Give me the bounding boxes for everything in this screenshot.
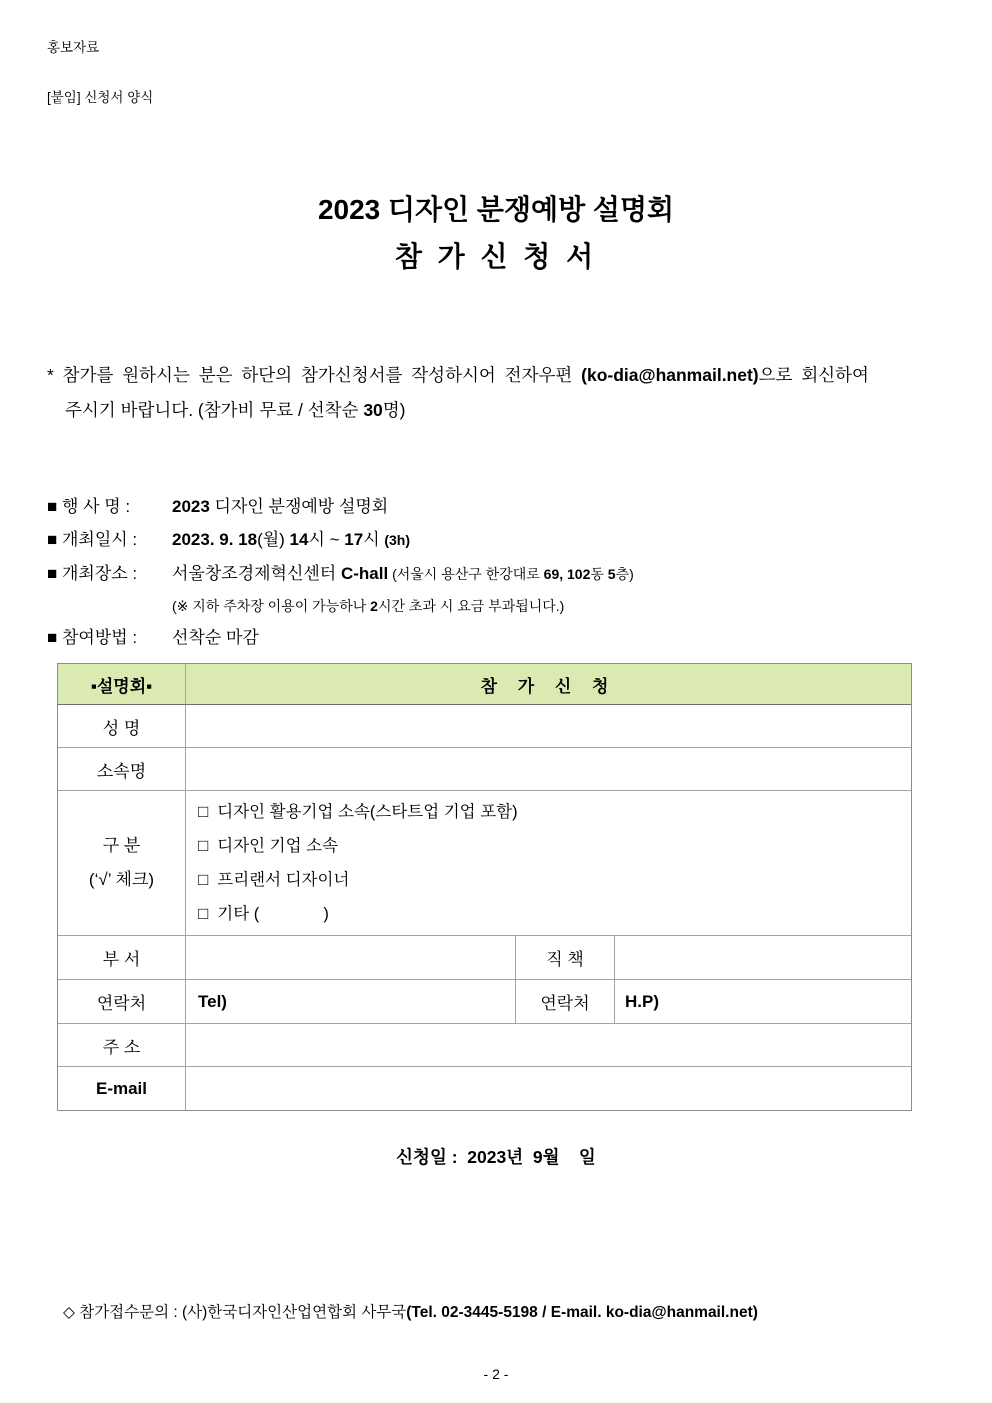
date-label: ■ 개최일시 : xyxy=(47,530,142,549)
apply-date-line: 신청일 : 2023년 9월 일 xyxy=(396,1147,596,1167)
option-label: 프리랜서 디자이너 xyxy=(217,871,350,889)
contact-hp-value: H.P) xyxy=(625,991,659,1011)
category-label-line-1: 구 분 xyxy=(102,836,141,855)
form-title xyxy=(0,186,992,280)
header-apply-cell: 참 가 신 청 xyxy=(186,664,911,704)
option-label: 기타 ( ) xyxy=(217,905,329,923)
info-row-method xyxy=(47,621,634,654)
category-option xyxy=(198,863,911,897)
contact-hp-label: 연락처 xyxy=(515,980,615,1023)
notice-paragraph xyxy=(47,358,957,428)
option-label: 디자인 기업 소속 xyxy=(217,837,339,855)
event-name-value: 2023 디자인 분쟁예방 설명회 xyxy=(172,497,389,516)
info-row-event-name xyxy=(47,490,634,523)
page-number: - 2 - xyxy=(483,1366,509,1382)
notice-line-1: * 참가를 원하시는 분은 하단의 참가신청서를 작성하시어 전자우편 (ko-dia@hanmail.net)으로 회신하여 xyxy=(47,365,869,385)
title-line-2: 참 가 신 청 서 xyxy=(394,241,598,272)
contact-tel-value: Tel) xyxy=(198,991,227,1011)
position-value-cell xyxy=(615,936,911,979)
category-options xyxy=(186,791,911,935)
category-option xyxy=(198,795,911,829)
event-name-label: ■ 행 사 명 : xyxy=(47,497,135,516)
row-dept-position xyxy=(58,936,911,980)
promo-note: 홍보자료 xyxy=(47,40,100,55)
row-org xyxy=(58,748,911,791)
position-label: 직 책 xyxy=(515,936,615,979)
dept-label: 부 서 xyxy=(58,936,186,979)
title-line-1: 2023 디자인 분쟁예방 설명회 xyxy=(317,194,675,225)
category-option xyxy=(198,897,911,931)
dept-value-cell xyxy=(186,936,515,979)
address-label: 주 소 xyxy=(58,1024,186,1066)
row-name xyxy=(58,705,911,748)
checkbox-icon: □ xyxy=(198,904,209,923)
notice-line-2: 주시기 바랍니다. (참가비 무료 / 선착순 30명) xyxy=(65,400,406,420)
table-header-row xyxy=(58,664,911,705)
row-email xyxy=(58,1067,911,1110)
header-seminar-cell: ▪설명회▪ xyxy=(58,664,186,704)
checkbox-icon: □ xyxy=(198,870,209,889)
venue-value: 서울창조경제혁신센터 C-hall (서울시 용산구 한강대로 69, 102동 5층) xyxy=(172,564,634,583)
date-value: 2023. 9. 18(월) 14시 ~ 17시 (3h) xyxy=(172,530,411,549)
attachment-note: [붙임] 신청서 양식 xyxy=(47,90,154,105)
category-label-cell xyxy=(58,791,186,935)
row-contact xyxy=(58,980,911,1024)
org-label: 소속명 xyxy=(58,748,186,790)
name-label: 성 명 xyxy=(58,705,186,747)
info-row-date xyxy=(47,523,634,557)
row-category xyxy=(58,791,911,936)
email-value-cell xyxy=(186,1067,911,1110)
contact-tel-label: 연락처 xyxy=(58,980,186,1023)
category-label-line-2: (‘√’ 체크) xyxy=(88,870,155,889)
venue-label: ■ 개최장소 : xyxy=(47,564,142,583)
option-label: 디자인 활용기업 소속(스타트업 기업 포함) xyxy=(217,803,518,821)
event-info-list xyxy=(47,490,634,654)
info-row-venue xyxy=(47,557,634,591)
name-value-cell xyxy=(186,705,911,747)
org-value-cell xyxy=(186,748,911,790)
method-label: ■ 참여방법 : xyxy=(47,628,142,647)
footer-contact-line: ◇ 참가접수문의 : (사)한국디자인산업연합회 사무국(Tel. 02-3445-5198 / E-mail. ko-dia@hanmail.net) xyxy=(63,1304,758,1321)
checkbox-icon: □ xyxy=(198,836,209,855)
row-address xyxy=(58,1024,911,1067)
method-value: 선착순 마감 xyxy=(172,628,259,647)
venue-parking-note: (※ 지하 주차장 이용이 가능하나 2시간 초과 시 요금 부과됩니다.) xyxy=(172,598,565,614)
category-option xyxy=(198,829,911,863)
email-label: E-mail xyxy=(58,1067,186,1110)
checkbox-icon: □ xyxy=(198,802,209,821)
application-table xyxy=(57,663,912,1111)
address-value-cell xyxy=(186,1024,911,1066)
